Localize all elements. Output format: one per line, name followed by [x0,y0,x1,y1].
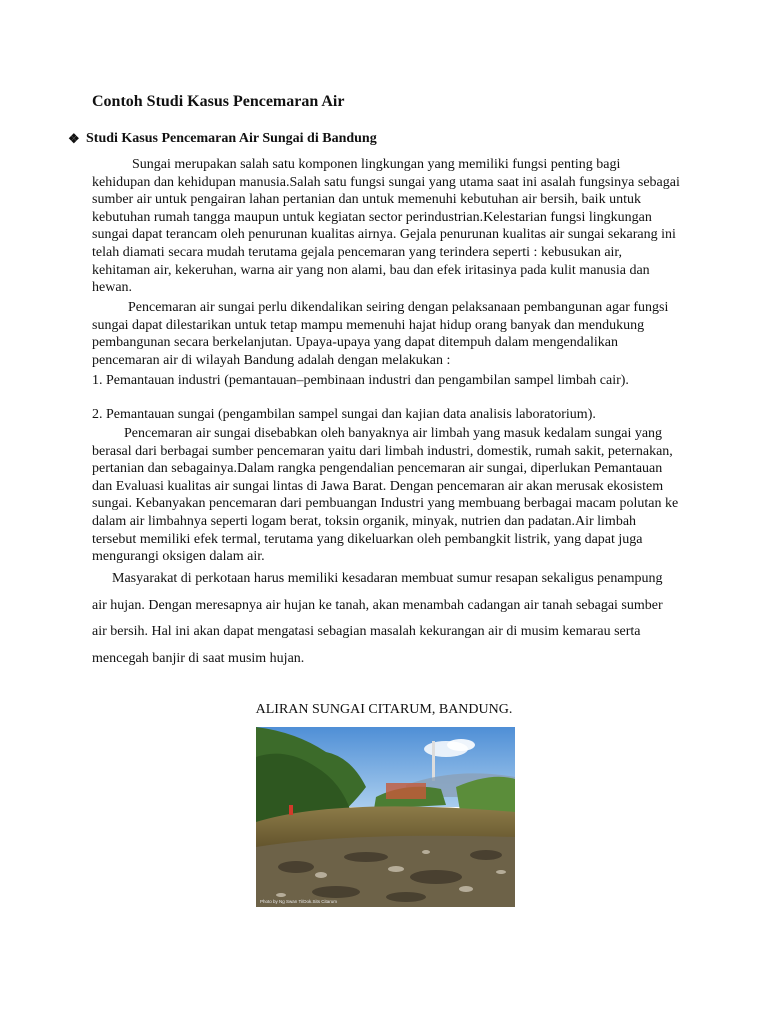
paragraph-3-text: Pencemaran air sungai disebabkan oleh banyaknya air limbah yang masuk kedalam sungai yang berasal dari berbagai sumber pencemaran yaitu dari limbah industri, domestik, rumah sakit, peternakan, pertanian dan sebagainya.Dalam rangka pengendalian pencemaran air sungai, diperlukan Pemantauan dan Evaluasi kualitas air sungai lintas di Jawa Barat. Dengan pencemaran air akan merusak ekosistem sungai. Kebanyakan pencemaran dari pembuangan Industri yang membuang berbagai macam polutan ke dalam air limbahnya seperti logam berat, toksin organik, minyak, nutrien dan padatan.Air limbah tersebut memiliki efek termal, terutama yang dikeluarkan oleh pembangkit listrik, yang dapat juga mengurangi oksigen dalam air. [92,426,679,565]
list-item: 2. Pemantauan sungai (pengambilan sampel sungai dan kajian data analisis laboratorium). [92,407,596,422]
section-heading-text: Studi Kasus Pencemaran Air Sungai di Bandung [86,131,377,146]
paragraph-1-text: Sungai merupakan salah satu komponen lingkungan yang memiliki fungsi penting bagi kehidupan dan kehidupan manusia.Salah satu fungsi sungai yang utama saat ini asalah fungsinya sebagai sumber air untuk pengairan lahan pertanian dan untuk memenuhi kebutuhan air bersih, baik untuk kebutuhan rumah tangga maupun untuk kegiatan sector perindustrian.Kelestarian fungsi lingkungan sungai dapat terancam oleh penurunan kualitas airnya. Gejala penurunan kualitas air sungai sekarang ini telah diamati secara mudah terutama gejala pencemaran yang terindera seperti : kebusukan air, kehitaman air, kekeruhan, warna air yang non alami, bau dan efek iritasinya pada kulit manusia dan hewan. [92,157,680,296]
river-photo-illustration [256,727,515,907]
river-photo [256,727,515,907]
paragraph-3 [92,425,680,566]
diamond-bullet-icon: ❖ [68,131,80,146]
paragraph-4-text: Masyarakat di perkotaan harus memiliki kesadaran membuat sumur resapan sekaligus penampung air hujan. Dengan meresapnya air hujan ke tanah, akan menambah cadangan air tanah sebagai sumber air bersih. Hal ini akan dapat mengatasi sebagian masalah kekurangan air di musim kemarau serta mencegah banjir di saat musim hujan. [92,571,663,666]
paragraph-2 [92,299,680,369]
list-item: 1. Pemantauan industri (pemantauan–pembinaan industri dan pengambilan sampel limbah cair). [92,373,629,388]
figure-caption: ALIRAN SUNGAI CITARUM, BANDUNG. [255,702,513,717]
page-title: Contoh Studi Kasus Pencemaran Air [92,93,345,110]
paragraph-4 [92,566,680,672]
section-heading [68,131,377,147]
paragraph-1 [92,156,680,297]
paragraph-2-text: Pencemaran air sungai perlu dikendalikan seiring dengan pelaksanaan pembangunan agar fungsi sungai dapat dilestarikan untuk tetap mampu memenuhi hajat hidup orang banyak dan mendukung pembangunan secara berkelanjutan. Upaya-upaya yang dapat ditempuh dalam mengendalikan pencemaran air di wilayah Bandung adalah dengan melakukan : [92,300,669,368]
photo-credit: Photo by Ng Swan Ti/Dok.Sits Citarum [260,899,338,904]
